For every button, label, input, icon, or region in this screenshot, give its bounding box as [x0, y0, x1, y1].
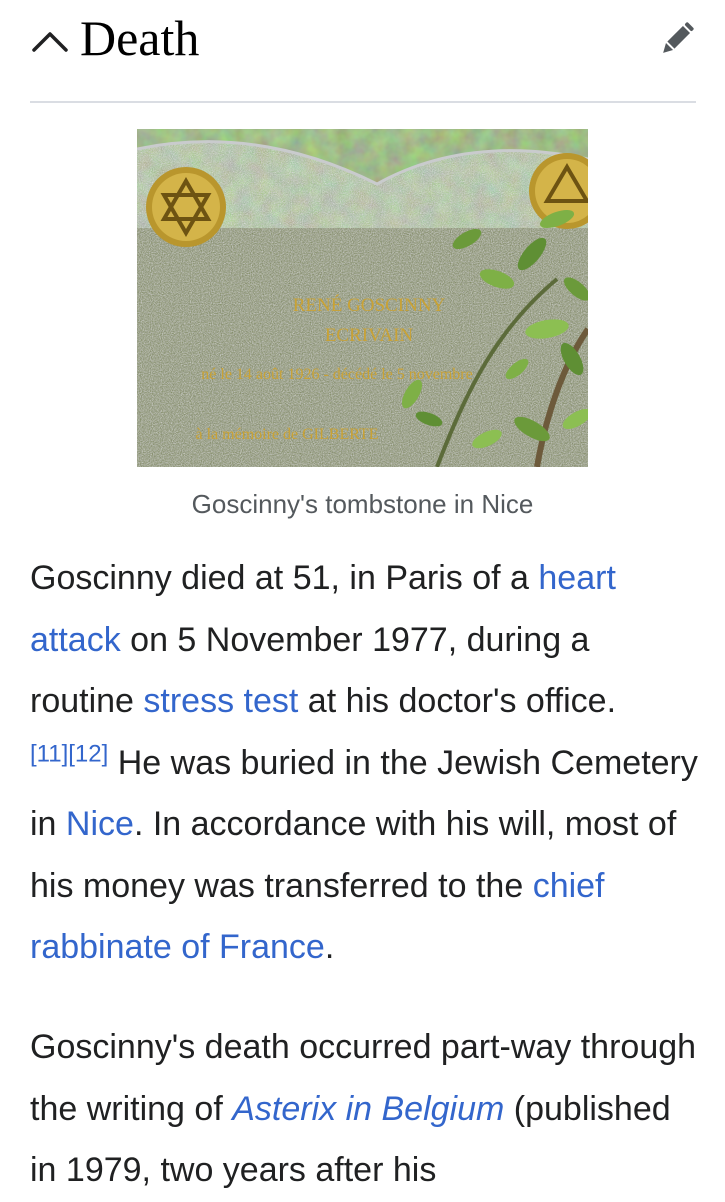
section-divider	[30, 101, 696, 103]
text: .	[324, 928, 335, 966]
engraving-role: ECRIVAIN	[324, 325, 414, 346]
link-nice[interactable]: Nice	[65, 805, 134, 843]
reference-11[interactable]: [11]	[30, 740, 69, 768]
pencil-icon[interactable]	[654, 14, 702, 62]
link-heart-attack[interactable]: heart attack	[30, 559, 616, 659]
text: He was buried in the Jewish Cemetery in	[30, 743, 698, 843]
section-title: Death	[80, 10, 200, 66]
tombstone-image[interactable]	[137, 129, 588, 467]
star-of-david-emblem	[146, 167, 226, 247]
link-stress-test[interactable]: stress test	[143, 682, 299, 720]
engraving-dates: né le 14 août 1926 - décédé le 5 novembre	[201, 366, 473, 383]
text: Goscinny's death occurred part-way through the writing of	[30, 1028, 697, 1128]
chevron-up-icon[interactable]	[30, 24, 70, 56]
text: (published in 1979, two years after his	[30, 1089, 671, 1189]
engraving-dedication: à la mémoire de GILBERTE	[195, 426, 379, 443]
section-header[interactable]	[0, 0, 725, 100]
link-chief-rabbinate[interactable]: chief rabbinate of France	[30, 866, 605, 966]
paragraph-1	[30, 548, 700, 979]
link-asterix-in-belgium[interactable]: Asterix in Belgium	[232, 1089, 505, 1128]
reference-12[interactable]: [12]	[68, 740, 109, 768]
paragraph-2	[30, 1017, 700, 1202]
text: . In accordance with his will, most of his money was transferred to the	[30, 805, 677, 905]
text: on 5 November 1977, during a routine	[30, 620, 590, 720]
text: at his doctor's office.	[298, 682, 617, 720]
figure-caption: Goscinny's tombstone in Nice	[191, 489, 534, 519]
engraving-name: RENÉ GOSCINNY	[292, 295, 446, 316]
text: Goscinny died at 51, in Paris of a	[30, 559, 539, 597]
